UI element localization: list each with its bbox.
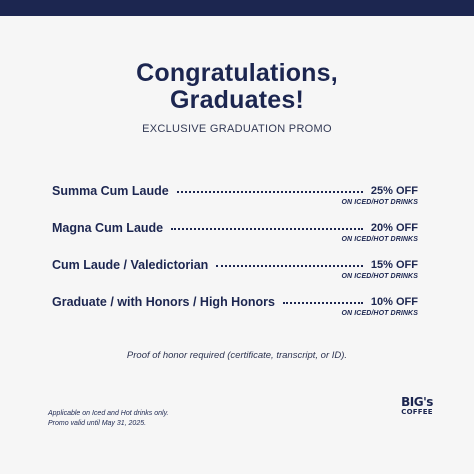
tier-name: Cum Laude / Valedictorian [52,257,209,272]
tier-name: Magna Cum Laude [52,220,164,235]
tier-note: ON ICED/HOT DRINKS [341,199,418,206]
tier-cum-laude [52,258,418,295]
title-line-1: Congratulations, [136,59,338,87]
dotted-leader [177,191,363,193]
tier-discount: 15% OFF [370,258,418,271]
discount-tier-list [52,184,418,332]
tier-name: Summa Cum Laude [52,183,169,198]
logo-wordmark-top: BIG's [401,395,433,409]
tier-summa-cum-laude [52,184,418,221]
tier-magna-cum-laude [52,221,418,258]
logo-wordmark-bottom: COFFEE [401,408,433,416]
fine-print-line-1: Applicable on Iced and Hot drinks only. [48,410,169,417]
tier-note: ON ICED/HOT DRINKS [341,236,418,243]
tier-note: ON ICED/HOT DRINKS [341,273,418,280]
dotted-leader [171,228,363,230]
tier-discount: 10% OFF [370,295,418,308]
tier-discount: 20% OFF [370,221,418,234]
tier-discount: 25% OFF [370,184,418,197]
bigs-coffee-logo [400,396,434,426]
tier-name: Graduate / with Honors / High Honors [52,294,275,309]
tier-graduate-honors [52,295,418,332]
dotted-leader [216,265,363,267]
fine-print [48,409,169,429]
dotted-leader [283,302,363,304]
promo-subtitle: EXCLUSIVE GRADUATION PROMO [142,123,332,135]
fine-print-line-2: Promo valid until May 31, 2025. [48,420,147,427]
proof-requirement-note: Proof of honor required (certificate, transcript, or ID). [126,350,348,361]
top-accent-bar [0,0,474,16]
title-line-2: Graduates! [170,86,304,114]
tier-note: ON ICED/HOT DRINKS [341,310,418,317]
page-title [0,60,474,114]
